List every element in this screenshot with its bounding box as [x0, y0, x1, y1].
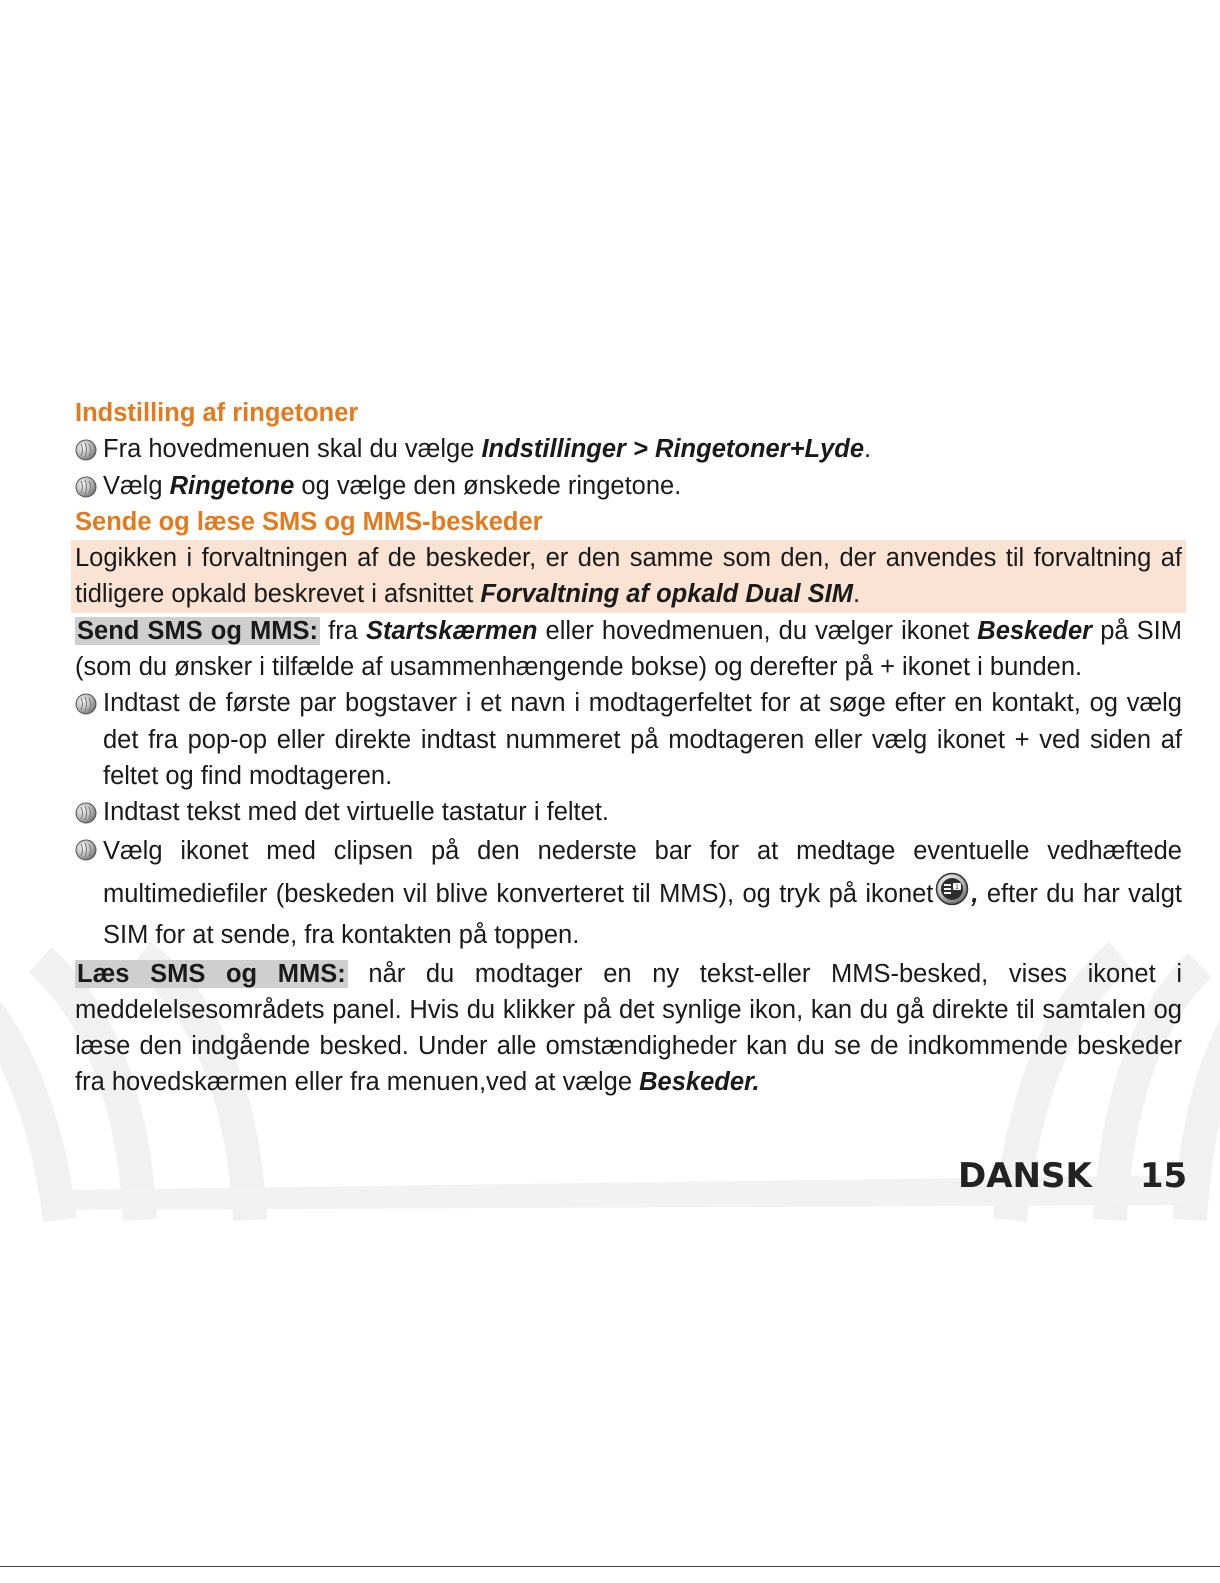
bullet-orb-icon [75, 693, 97, 715]
section-heading-messages: Sende og læse SMS og MMS-beskeder [75, 507, 543, 536]
footer-language: DANSK [958, 1156, 1092, 1196]
bullet-orb-icon [75, 476, 97, 498]
bullet-orb-icon [75, 802, 97, 824]
svg-text:1: 1 [955, 883, 960, 891]
send-sms-paragraph: Send SMS og MMS: fra Startskærmen eller hovedmenuen, du vælger ikonet Beskeder på SIM (som du ønsker i tilfælde af usammenhængende bokse) og derefter på + ikonet i bunden. [75, 616, 1182, 682]
page-number: 15 [1139, 1156, 1188, 1196]
read-sms-paragraph: Læs SMS og MMS: når du modtager en ny tekst-eller MMS-besked, vises ikonet i meddelelsesområdets panel. Hvis du klikker på det synlige ikon, kan du gå direkte til samtalen og læse den indgående besked. Under alle omstændigheder kan du se de indkommende beskeder fra hovedskærmen eller fra menuen,ved at vælge Beskeder. [75, 959, 1182, 1097]
bullet-orb-icon [75, 439, 97, 461]
intro-paragraph: Logikken i forvaltningen af de beskeder, er den samme som den, der anvendes til forvaltning af tidligere opkald beskrevet i afsnittet Forvaltning af opkald Dual SIM. [71, 540, 1186, 613]
divider [0, 1566, 1220, 1567]
list-item: Indtast de første par bogstaver i et navn i modtagerfeltet for at søge efter en kontakt, og vælg det fra pop-op eller direkte indtast nummeret på modtageren eller vælg ikonet + ved siden af feltet og find modtageren. [75, 685, 1182, 794]
send-message-icon [935, 872, 969, 906]
read-label: Læs SMS og MMS: [77, 959, 346, 988]
page-footer [958, 1156, 1187, 1196]
page-content [75, 395, 1182, 1101]
list-item: Vælg ikonet med clipsen på den nederste bar for at medtage eventuelle vedhæftede multimediefiler (beskeden vil blive konverteret til MMS), og tryk på ikonet 1 , efter du har valgt SIM for at sende, fra kontakten på toppen. [75, 831, 1182, 956]
send-label: Send SMS og MMS: [77, 616, 319, 645]
list-item: Indtast tekst med det virtuelle tastatur i feltet. [75, 794, 1182, 830]
list-item: Fra hovedmenuen skal du vælge Indstillinger > Ringetoner+Lyde. [75, 431, 1182, 467]
section-heading-ringtones: Indstilling af ringetoner [75, 399, 359, 427]
bullet-orb-icon [75, 839, 97, 861]
list-item: Vælg Ringetone og vælge den ønskede ringetone. [75, 468, 1182, 504]
